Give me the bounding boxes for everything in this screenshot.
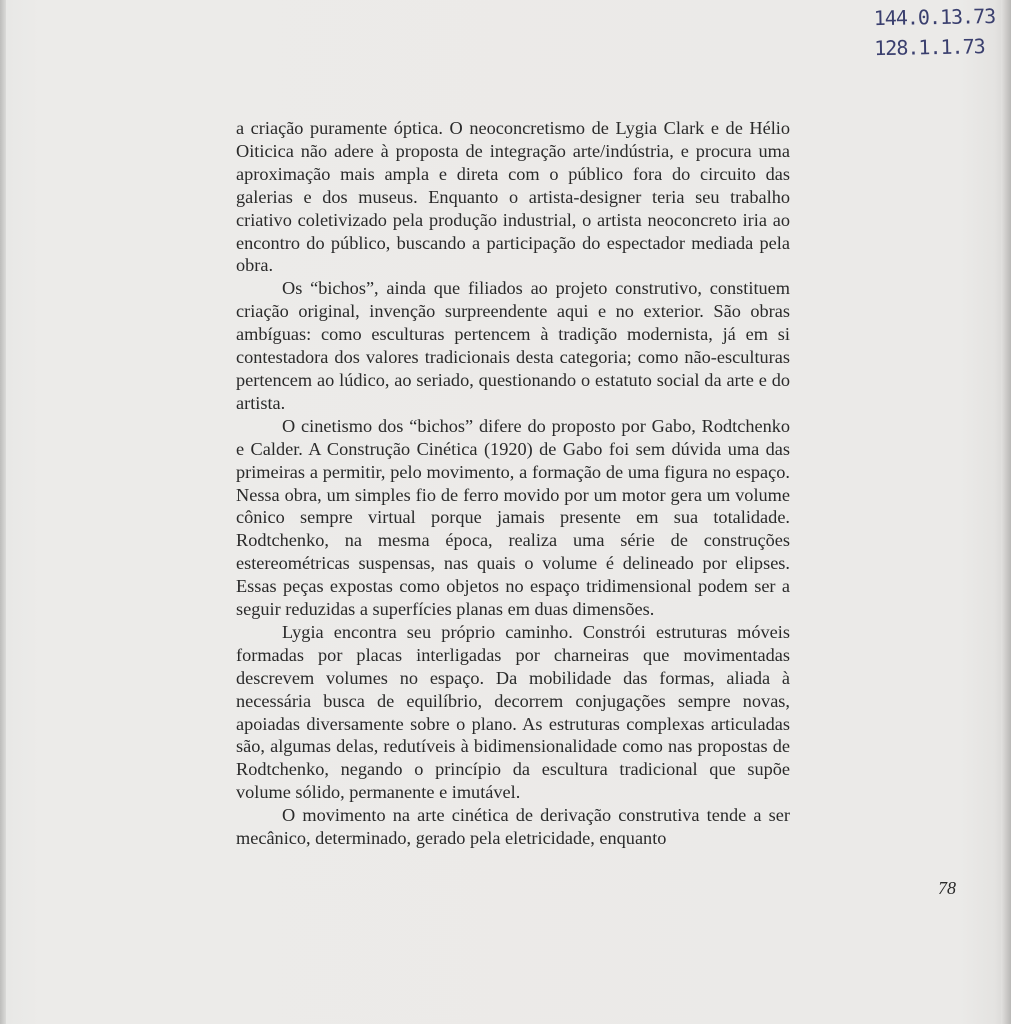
page-number: 78 (938, 878, 956, 898)
handwritten-catalog-marks (873, 1, 1008, 63)
page-left-edge (0, 0, 6, 1024)
paragraph-4: Lygia encontra seu próprio caminho. Constrói estruturas móveis formadas por placas interligadas por charneiras que movimentadas descrevem volumes no espaço. Da mobilidade das formas, aliada à necessária busca de equilíbrio, decorrem conjugações sempre novas, apoiadas diversamente sobre o plano. As estruturas complexas articuladas são, algumas delas, redutíveis à bidimensionalidade como nas propostas de Rodtchenko, negando o princípio da escultura tradicional que supõe volume sólido, permanente e imutável. (236, 621, 790, 803)
paragraph-1: a criação puramente óptica. O neoconcretismo de Lygia Clark e de Hélio Oiticica não adere à proposta de integração arte/indústria, e procura uma aproximação mais ampla e direta com o público fora do circuito das galerias e dos museus. Enquanto o artista-designer teria seu trabalho criativo coletivizado pela produção industrial, o artista neoconcreto iria ao encontro do público, buscando a participação do espectador mediada pela obra. (236, 118, 790, 276)
paragraph-2: Os “bichos”, ainda que filiados ao projeto construtivo, constituem criação original, invenção surpreendente aqui e no exterior. São obras ambíguas: como esculturas pertencem à tradição modernista, já em si contestadora dos valores tradicionais desta categoria; como não-esculturas pertencem ao lúdico, ao seriado, questionando o estatuto social da arte e do artista. (236, 278, 790, 413)
body-text (236, 117, 790, 850)
paragraph-3: O cinetismo dos “bichos” difere do proposto por Gabo, Rodtchenko e Calder. A Construção Cinética (1920) de Gabo foi sem dúvida uma das primeiras a permitir, pelo movimento, a formação de uma figura no espaço. Nessa obra, um simples fio de ferro movido por um motor gera um volume cônico sempre virtual porque jamais presente em sua totalidade. Rodtchenko, na mesma época, realiza uma série de construções estereométricas suspensas, nas quais o volume é delineado por elipses. Essas peças expostas como objetos no espaço tridimensional podem ser a seguir reduzidas a superfícies planas em duas dimensões. (236, 415, 790, 620)
catalog-mark-line-2: 128.1.1.73 (874, 34, 985, 61)
paragraph-5: O movimento na arte cinética de derivação construtiva tende a ser mecânico, determinado, gerado pela eletricidade, enquanto (236, 805, 790, 849)
catalog-mark-line-1: 144.0.13.73 (873, 4, 996, 31)
page-right-edge (1001, 0, 1011, 1024)
